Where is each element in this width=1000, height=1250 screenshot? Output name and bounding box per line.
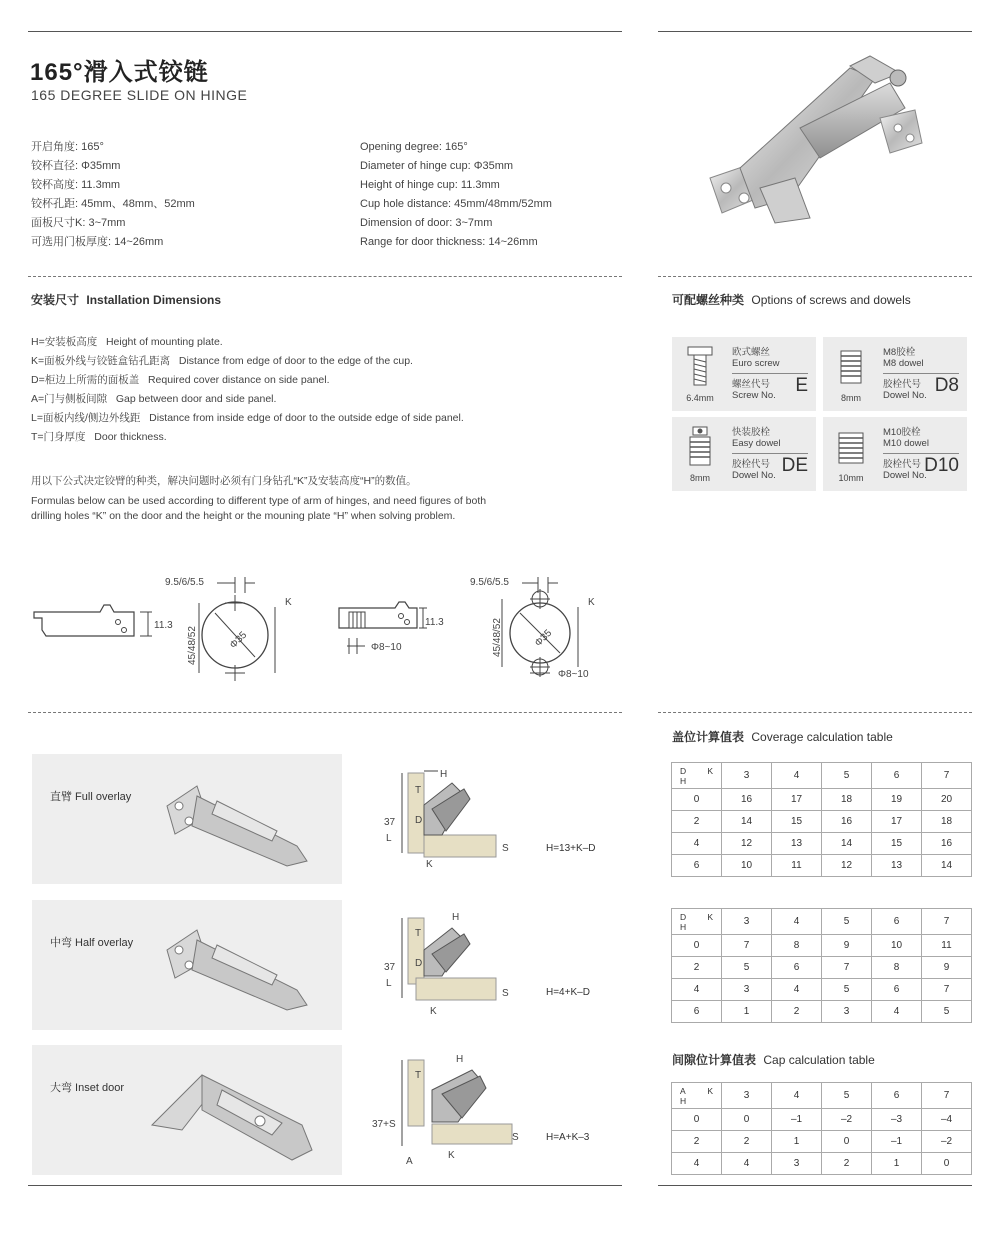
- table-row-header: 0: [672, 935, 722, 957]
- cup-plan-drawing: [165, 573, 315, 693]
- diagram-letter: A: [406, 1156, 413, 1167]
- corner-letter: A: [680, 1086, 686, 1096]
- table-column-header: 6: [872, 909, 922, 935]
- coverage-table-title: [672, 728, 893, 745]
- coverage-table-title-en: Coverage calculation table: [751, 730, 893, 744]
- inset-door-hinge-icon: [142, 1055, 322, 1170]
- corner-letter: H: [680, 922, 687, 932]
- table-header-row: [672, 763, 972, 789]
- half-overlay-hinge-icon: [157, 910, 317, 1020]
- specs-en: [360, 138, 552, 252]
- table-cell: 3: [822, 1001, 872, 1023]
- table-cell: 12: [822, 855, 872, 877]
- full-overlay-hinge-icon: [157, 766, 317, 876]
- table-cell: 2: [772, 1001, 822, 1023]
- hole-distance-label: 45/48/52: [187, 626, 198, 665]
- corner-letter: D: [680, 766, 687, 776]
- page-title: 165°滑入式铰链: [30, 59, 209, 86]
- diagram-letter: K: [430, 1006, 437, 1017]
- table-column-header: 3: [722, 1083, 772, 1109]
- table-cell: 14: [722, 811, 772, 833]
- screw-code-label-zh: 胶栓代号: [732, 459, 771, 470]
- table-cell: 13: [872, 855, 922, 877]
- screw-name-zh: 快装胶栓: [732, 427, 771, 438]
- bottom-rule-right: [658, 1185, 972, 1186]
- table-row-header: 6: [672, 1001, 722, 1023]
- screw-code-label-zh: 胶栓代号: [883, 379, 922, 390]
- cap-table-title-en: Cap calculation table: [763, 1053, 875, 1067]
- cap-table: [671, 1082, 972, 1175]
- table-cell: 1: [772, 1131, 822, 1153]
- installation-title: [31, 291, 221, 308]
- table-column-header: 3: [722, 763, 772, 789]
- table-corner-cell: [672, 763, 722, 789]
- table-cell: –1: [872, 1131, 922, 1153]
- formula-note-zh: 用以下公式决定铰臂的种类，解决问题时必须有门身钻孔“K”及安装高度“H”的数值。: [31, 475, 417, 487]
- table-cell: 6: [872, 979, 922, 1001]
- table-cell: 4: [722, 1153, 772, 1175]
- coverage-table-2: [671, 908, 972, 1023]
- table-row-header: 2: [672, 1131, 722, 1153]
- screws-title: [672, 291, 911, 308]
- table-corner-cell: [672, 1083, 722, 1109]
- table-cell: 0: [822, 1131, 872, 1153]
- corner-letter: H: [680, 1096, 687, 1106]
- screw-card-m8: [823, 337, 967, 411]
- divider: [28, 276, 622, 277]
- table-row-header: 4: [672, 833, 722, 855]
- spec-item: Cup hole distance: 45mm/48mm/52mm: [360, 198, 552, 210]
- diagram-letter: K: [448, 1150, 455, 1161]
- screw-name-zh: M8胶栓: [883, 347, 916, 358]
- screw-name: [732, 427, 781, 449]
- easy-dowel-icon: [680, 423, 720, 471]
- overlay-label: 直臂 Full overlay: [50, 791, 132, 803]
- table-cell: 2: [822, 1153, 872, 1175]
- screw-size: 10mm: [838, 473, 864, 483]
- table-cell: 4: [772, 979, 822, 1001]
- table-row: [672, 811, 972, 833]
- screw-size: 8mm: [841, 393, 861, 403]
- screw-name: [883, 347, 924, 369]
- table-cell: 9: [822, 935, 872, 957]
- table-cell: 15: [872, 833, 922, 855]
- table-column-header: 5: [822, 1083, 872, 1109]
- corner-letter: K: [707, 1086, 713, 1096]
- table-row-header: 0: [672, 1109, 722, 1131]
- corner-letter: K: [707, 766, 713, 776]
- table-header-row: [672, 1083, 972, 1109]
- screw-card-easy: [672, 417, 816, 491]
- table-cell: –3: [872, 1109, 922, 1131]
- dowel-label-2: Φ8~10: [558, 669, 589, 680]
- table-cell: 5: [722, 957, 772, 979]
- full-overlay-photo: [32, 754, 342, 884]
- table-cell: 17: [872, 811, 922, 833]
- table-row-header: 0: [672, 789, 722, 811]
- table-column-header: 6: [872, 1083, 922, 1109]
- inset-door-diagram: [372, 1050, 532, 1165]
- screw-size: 8mm: [690, 473, 710, 483]
- diagram-letter: S: [512, 1132, 519, 1143]
- table-column-header: 7: [922, 909, 972, 935]
- coverage-table-1: [671, 762, 972, 877]
- table-row: [672, 1109, 972, 1131]
- table-cell: 17: [772, 789, 822, 811]
- hinge-product-image: [700, 48, 940, 248]
- diagram-letter: L: [386, 978, 392, 989]
- corner-letter: K: [707, 912, 713, 922]
- screw-code-label-en: Dowel No.: [883, 470, 927, 481]
- screw-card-m10: [823, 417, 967, 491]
- spec-item: Height of hinge cup: 11.3mm: [360, 179, 500, 191]
- screw-code: D10: [924, 455, 959, 476]
- screws-title-en: Options of screws and dowels: [751, 293, 911, 307]
- bottom-rule-left: [28, 1185, 622, 1186]
- spec-item: Opening degree: 165°: [360, 141, 468, 153]
- table-cell: 1: [722, 1001, 772, 1023]
- divider: [28, 712, 622, 713]
- table-row: [672, 979, 972, 1001]
- table-column-header: 6: [872, 763, 922, 789]
- table-cell: –2: [922, 1131, 972, 1153]
- diagram-letter: L: [386, 833, 392, 844]
- l-value: 37: [384, 962, 396, 973]
- definition-item: H=安装板高度 Height of mounting plate.: [31, 336, 223, 348]
- spec-item: Range for door thickness: 14~26mm: [360, 236, 538, 248]
- table-cell: 2: [722, 1131, 772, 1153]
- table-cell: 3: [772, 1153, 822, 1175]
- screw-name-en: M10 dowel: [883, 438, 929, 449]
- spec-item: 可选用门板厚度: 14~26mm: [31, 236, 164, 248]
- spec-item: Dimension of door: 3~7mm: [360, 217, 493, 229]
- table-cell: 12: [722, 833, 772, 855]
- screw-code-label: [732, 459, 776, 481]
- table-cell: 5: [822, 979, 872, 1001]
- table-row-header: 4: [672, 979, 722, 1001]
- definition-list: [31, 333, 464, 447]
- table-header-row: [672, 909, 972, 935]
- diagram-letter: S: [502, 843, 509, 854]
- table-cell: 10: [872, 935, 922, 957]
- offset-label: 9.5/6/5.5: [165, 577, 204, 588]
- table-column-header: 5: [822, 909, 872, 935]
- cup-height-label: 11.3: [154, 620, 173, 631]
- table-row: [672, 1131, 972, 1153]
- top-rule-left: [28, 31, 622, 32]
- table-row: [672, 855, 972, 877]
- table-cell: 8: [772, 935, 822, 957]
- diagram-letter: T: [415, 785, 422, 796]
- diagram-letter: D: [415, 815, 423, 826]
- screw-code: D8: [934, 375, 959, 396]
- screw-name-en: M8 dowel: [883, 358, 924, 369]
- k-label: K: [285, 597, 292, 608]
- full-overlay-diagram: [372, 765, 532, 875]
- divider: [732, 453, 808, 454]
- table-cell: 8: [872, 957, 922, 979]
- table-cell: 7: [722, 935, 772, 957]
- hole-distance-label-2: 45/48/52: [492, 618, 503, 657]
- table-row: [672, 935, 972, 957]
- definition-item: L=面板内线/侧边外线距 Distance from inside edge of door to the outside edge of side panel.: [31, 412, 464, 424]
- overlay-formula: H=A+K–3: [546, 1132, 590, 1143]
- table-row-header: 4: [672, 1153, 722, 1175]
- overlay-formula: H=4+K–D: [546, 987, 590, 998]
- table-cell: 5: [922, 1001, 972, 1023]
- spec-item: 铰杯孔距: 45mm、48mm、52mm: [31, 198, 195, 210]
- l-value: 37+S: [372, 1119, 396, 1130]
- diagram-letter: S: [502, 988, 509, 999]
- installation-title-en: Installation Dimensions: [86, 293, 222, 307]
- table-corner-cell: [672, 909, 722, 935]
- screw-name: [732, 347, 780, 369]
- table-cell: 9: [922, 957, 972, 979]
- table-cell: 16: [722, 789, 772, 811]
- top-rule-right: [658, 31, 972, 32]
- spec-item: Diameter of hinge cup: Φ35mm: [360, 160, 514, 172]
- table-column-header: 4: [772, 909, 822, 935]
- divider: [658, 712, 972, 713]
- table-column-header: 3: [722, 909, 772, 935]
- screw-name-zh: M10胶栓: [883, 427, 921, 438]
- diagram-letter: T: [415, 928, 422, 939]
- table-cell: 18: [922, 811, 972, 833]
- divider: [658, 276, 972, 277]
- table-cell: 0: [922, 1153, 972, 1175]
- table-cell: 4: [872, 1001, 922, 1023]
- table-cell: 13: [772, 833, 822, 855]
- inset-door-photo: [32, 1045, 342, 1175]
- overlay-label: 大弯 Inset door: [50, 1082, 124, 1094]
- table-cell: 19: [872, 789, 922, 811]
- table-cell: 15: [772, 811, 822, 833]
- euro-screw-icon: [680, 343, 720, 391]
- table-cell: 16: [822, 811, 872, 833]
- formula-note-en-line: drilling holes “K” on the door and the height or the mouning plate “H” when solving problem.: [31, 510, 456, 522]
- table-cell: 16: [922, 833, 972, 855]
- screw-code-label-zh: 胶栓代号: [883, 459, 922, 470]
- screw-name-en: Easy dowel: [732, 438, 781, 449]
- table-row: [672, 957, 972, 979]
- spec-item: 铰杯直径: Φ35mm: [31, 160, 121, 172]
- diagram-letter: H: [452, 912, 460, 923]
- screw-name-zh: 欧式螺丝: [732, 347, 771, 358]
- definition-item: D=柜边上所需的面板盖 Required cover distance on side panel.: [31, 374, 330, 386]
- screw-card-euro: [672, 337, 816, 411]
- cup-profile-drawing: [30, 600, 173, 650]
- definition-item: T=门身厚度 Door thickness.: [31, 431, 167, 443]
- table-row: [672, 789, 972, 811]
- table-column-header: 7: [922, 1083, 972, 1109]
- table-row: [672, 1001, 972, 1023]
- table-cell: 14: [822, 833, 872, 855]
- dowel-profile-drawing: [335, 600, 465, 655]
- table-column-header: 7: [922, 763, 972, 789]
- table-row-header: 2: [672, 811, 722, 833]
- table-column-header: 4: [772, 763, 822, 789]
- l-value: 37: [384, 817, 396, 828]
- divider: [732, 373, 808, 374]
- half-overlay-photo: [32, 900, 342, 1030]
- overlay-formula: H=13+K–D: [546, 843, 596, 854]
- cup-height-label-2: 11.3: [425, 617, 444, 628]
- cap-table-title-zh: 间隙位计算值表: [672, 1053, 757, 1067]
- divider: [883, 453, 959, 454]
- screw-code: E: [795, 375, 808, 396]
- diagram-letter: H: [440, 769, 448, 780]
- screw-code: DE: [781, 455, 808, 476]
- table-cell: 6: [772, 957, 822, 979]
- table-cell: 3: [722, 979, 772, 1001]
- corner-letter: H: [680, 776, 687, 786]
- page-subtitle: 165 DEGREE SLIDE ON HINGE: [31, 87, 248, 103]
- formula-note-en: [31, 494, 486, 524]
- table-row-header: 6: [672, 855, 722, 877]
- diagram-letter: D: [415, 958, 423, 969]
- table-column-header: 4: [772, 1083, 822, 1109]
- dowel-plan-drawing: [470, 573, 620, 693]
- corner-letter: D: [680, 912, 687, 922]
- table-cell: 7: [922, 979, 972, 1001]
- overlay-label: 中弯 Half overlay: [50, 937, 134, 949]
- definition-item: K=面板外线与铰链盒钻孔距离 Distance from edge of door to the edge of the cup.: [31, 355, 413, 367]
- diagram-letter: K: [426, 859, 433, 870]
- table-column-header: 5: [822, 763, 872, 789]
- m10-dowel-icon: [831, 423, 871, 471]
- table-row: [672, 1153, 972, 1175]
- cap-table-title: [672, 1051, 875, 1068]
- table-cell: 11: [772, 855, 822, 877]
- table-cell: 7: [822, 957, 872, 979]
- screw-code-label-en: Screw No.: [732, 390, 776, 401]
- divider: [883, 373, 959, 374]
- diameter-label: Φ35: [227, 629, 250, 652]
- table-cell: 10: [722, 855, 772, 877]
- coverage-table-title-zh: 盖位计算值表: [672, 730, 745, 744]
- table-cell: 11: [922, 935, 972, 957]
- formula-note-en-line: Formulas below can be used according to different type of arm of hinges, and need figures of both: [31, 495, 487, 507]
- dowel-label: Φ8~10: [371, 642, 402, 653]
- diagram-letter: H: [456, 1054, 464, 1065]
- m8-dowel-icon: [831, 343, 871, 391]
- table-cell: 20: [922, 789, 972, 811]
- screw-name: [883, 427, 929, 449]
- spec-item: 面板尺寸K: 3~7mm: [31, 217, 126, 229]
- diagram-letter: T: [415, 1070, 422, 1081]
- table-cell: 14: [922, 855, 972, 877]
- table-row: [672, 833, 972, 855]
- screw-code-label: [883, 459, 927, 481]
- screw-code-label: [732, 379, 776, 401]
- screw-code-label-zh: 螺丝代号: [732, 379, 771, 390]
- table-cell: –1: [772, 1109, 822, 1131]
- table-cell: –4: [922, 1109, 972, 1131]
- half-overlay-diagram: [372, 910, 532, 1020]
- table-cell: 18: [822, 789, 872, 811]
- offset-label-2: 9.5/6/5.5: [470, 577, 509, 588]
- spec-item: 铰杯高度: 11.3mm: [31, 179, 121, 191]
- table-cell: 1: [872, 1153, 922, 1175]
- screw-code-label-en: Dowel No.: [883, 390, 927, 401]
- screws-title-zh: 可配螺丝种类: [672, 293, 745, 307]
- screw-size: 6.4mm: [686, 393, 714, 403]
- definition-item: A=门与侧板间隙 Gap between door and side panel.: [31, 393, 277, 405]
- installation-title-zh: 安装尺寸: [31, 293, 80, 307]
- screw-name-en: Euro screw: [732, 358, 780, 369]
- table-cell: 0: [722, 1109, 772, 1131]
- spec-item: 开启角度: 165°: [31, 141, 104, 153]
- screw-code-label: [883, 379, 927, 401]
- diameter-label-2: Φ35: [532, 627, 555, 650]
- table-row-header: 2: [672, 957, 722, 979]
- table-cell: –2: [822, 1109, 872, 1131]
- k-label-2: K: [588, 597, 595, 608]
- screw-code-label-en: Dowel No.: [732, 470, 776, 481]
- specs-zh: [31, 138, 195, 252]
